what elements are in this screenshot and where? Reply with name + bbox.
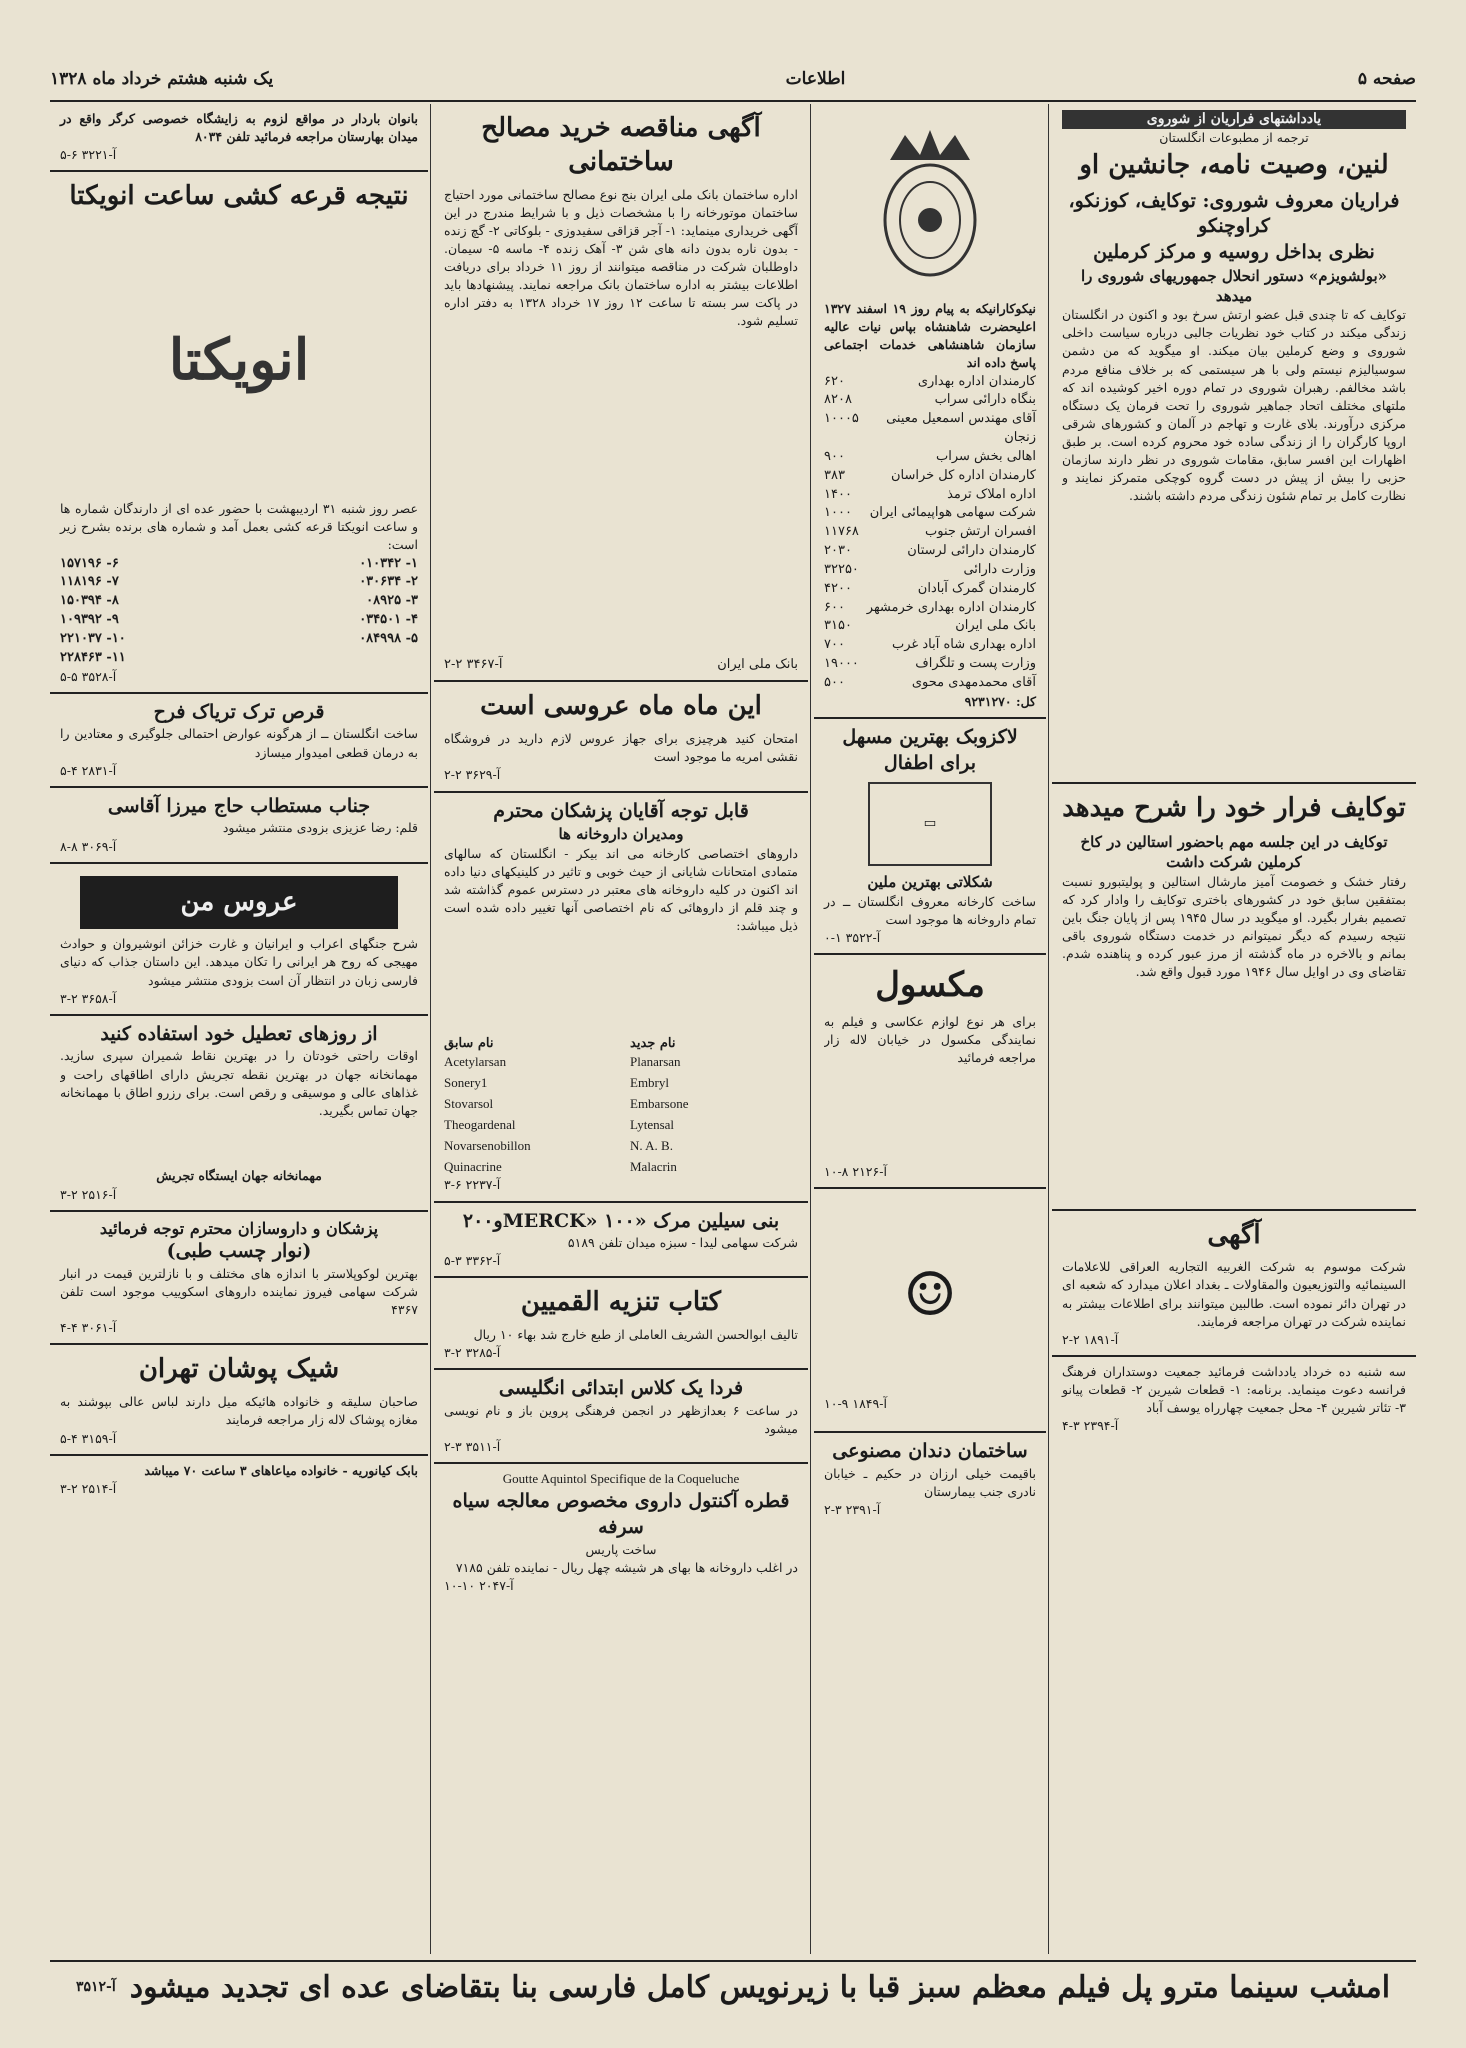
donor-amount: ۲۰۳۰ <box>824 543 852 559</box>
article-kicker: یادداشتهای فراریان از شوروی <box>1062 110 1406 129</box>
ad-code: آ-۳۵۲۸ ۵-۵ <box>60 668 117 684</box>
ad-body: بانوان باردار در مواقع لزوم به زایشگاه خصوصی کرگر واقع در میدان بهارستان مراجعه فرمائید تلفن ۸۰۳۴ <box>60 111 418 145</box>
ad-title: نتیجه قرعه کشی ساعت انویکتا <box>69 181 409 212</box>
drug-old-name: Novarsenobillon <box>444 1137 531 1153</box>
ad-code: آ-۳۳۶۲ ۳-۵ <box>444 1253 501 1269</box>
donor-name: کارمندان دارائی لرستان <box>907 543 1036 559</box>
watch-illustration <box>60 220 418 500</box>
ad-body: بهترین لوکوپلاستر با اندازه های مختلف و با نازلترین قیمت در انبار شرکت سهامی فیروز نماینده داروهای اسکوییب موجود است تلفن ۴۳۶۷ <box>60 1265 418 1318</box>
ad-title: شیک پوشان تهران <box>138 1354 340 1385</box>
watch-brand: انویکتا <box>168 326 310 393</box>
lottery-number: ۱- ۰۱۰۳۴۲ <box>359 555 418 571</box>
ad-title: از روزهای تعطیل خود استفاده کنید <box>100 1022 378 1045</box>
issue-date: یک شنبه هشتم خرداد ماه ۱۳۲۸ <box>50 69 274 89</box>
lottery-number: ۷- ۱۱۸۱۹۶ <box>60 574 119 590</box>
column-4 <box>50 104 428 1954</box>
article-subkicker: ترجمه از مطبوعات انگلستان <box>1159 129 1309 145</box>
drug-old-name: Quinacrine <box>444 1158 502 1174</box>
donor-name: کارمندان اداره کل خراسان <box>890 467 1036 483</box>
article-headline: لنین، وصیت نامه، جانشین او <box>1079 150 1389 181</box>
lottery-number: ۴- ۰۳۴۵۰۱ <box>359 612 418 628</box>
article-body: رفتار خشک و خصومت آمیز مارشال استالین و پولیتبورو نسبت بمتفقین سابق خود در کشورهای باختری توکایف را وادار کرد که تصمیم بفرار بگیرد. او میگوید در سال ۱۹۴۵ پس از پایان جنگ باین نتیجه رسیدم که دیگر نمیتوانم در خدمت دستگاه شوروی باقی بمانم و بالاخره در ماه گذشته از مرز عبور کرده و پناهنده شدم. تقاضای وی در اوایل سال ۱۹۴۶ مورد قبول واقع شد. <box>1062 873 1406 980</box>
donor-row <box>824 561 1036 580</box>
donor-amount: ۳۲۲۵۰ <box>824 561 859 577</box>
lottery-row <box>60 630 418 649</box>
ad-signature: مهمانخانه جهان ایستگاه تجریش <box>156 1168 322 1184</box>
lottery-row <box>60 555 418 574</box>
donor-name: بانک ملی ایران <box>955 618 1036 634</box>
ad-tender <box>434 104 808 682</box>
banner-text: امشب سینما مترو پل فیلم معظم سبز قبا با زیرنویس کامل فارسی بنا بتقاضای عده ای تجدید میشود <box>129 1969 1391 2005</box>
drug-new-name: Embarsone <box>630 1096 689 1112</box>
ad-body: شرکت سهامی لیدا - سبزه میدان تلفن ۵۱۸۹ <box>567 1235 798 1251</box>
ad-body: برای هر نوع لوازم عکاسی و فیلم به نمایندگی مکسول در خیابان لاله زار مراجعه فرمائید <box>824 1014 1036 1066</box>
ad-illustrated <box>814 1189 1046 1433</box>
column-rule <box>810 104 811 1954</box>
ad-code: آ-۳۲۸۵ ۲-۳ <box>444 1345 501 1361</box>
donor-name: وزارت دارائی <box>963 561 1036 577</box>
ad-title: لاکزوبک بهترین مسهل برای اطفال <box>842 725 1018 774</box>
column-1 <box>1052 104 1416 1954</box>
list-title: نیکوکارانیکه به پیام روز ۱۹ اسفند ۱۳۲۷ اعلیحضرت شاهنشاه بپاس نیات عالیه سازمان شاهنشاهی خدمات اجتماعی پاسخ داده اند <box>824 301 1037 371</box>
ad-pharmacy <box>434 793 808 1203</box>
lottery-number: ۳- ۰۸۹۲۵ <box>366 593 418 609</box>
donor-row <box>824 410 1036 448</box>
ad-title: مکسول <box>875 964 985 1005</box>
ad-code: آ-۳۵۱۱ ۳-۲ <box>444 1439 501 1455</box>
ad-laxobec <box>814 719 1046 955</box>
ad-vacation <box>50 1016 428 1212</box>
banner-code: آ-۳۵۱۲ <box>75 1979 116 1995</box>
ad-code: آ-۳۲۲۱ ۶-۵ <box>60 147 117 163</box>
ad-title: آگهی <box>1207 1219 1261 1250</box>
lottery-number: ۹- ۱۰۹۳۹۲ <box>60 612 119 628</box>
article-defectors <box>1052 104 1416 784</box>
ad-mirza <box>50 788 428 864</box>
donor-name: شرکت سهامی هواپیمائی ایران <box>869 505 1036 521</box>
ad-body: داروهای اختصاصی کارخانه می اند بیکر - انگلستان که سالهای متمادی امتحانات شایانی از حیث خوبی و تاثیر در کلینیکهای دنیا داده اند اکنون در کلیه داروخانه های معتبر در دسترس عموم گذاشته شد و چند قلم از داروهائی که نام اختصاصی آنها تغییر داده شده است ذیل میباشد: <box>444 845 798 933</box>
drug-table <box>444 1035 798 1054</box>
donor-row <box>824 504 1036 523</box>
donor-amount: ۷۰۰ <box>824 637 845 653</box>
ad-goutte <box>434 1464 808 1601</box>
donor-amount: ۵۰۰ <box>824 675 845 690</box>
ad-code: آ-۲۵۱۶ ۲-۳ <box>60 1186 117 1202</box>
ad-body: ساخت انگلستان ــ از هرگونه عوارض احتمالی جلوگیری و معتادین را به درمان قطعی امیدوار میسازد <box>60 726 418 760</box>
ad-title: قابل توجه آقایان پزشکان محترم <box>493 799 749 822</box>
ad-title: پزشکان و داروسازان محترم توجه فرمائید <box>99 1218 379 1238</box>
donor-amount: ۶۲۰ <box>824 373 845 389</box>
donor-amount: ۳۱۵۰ <box>824 618 852 634</box>
drug-new-name: Lytensal <box>630 1116 675 1132</box>
column-rule <box>1048 104 1049 1954</box>
drug-new-name: Malacrin <box>630 1158 677 1174</box>
donor-row <box>824 391 1036 410</box>
ad-code: آ-۲۰۴۷ ۱۰-۱۰ <box>444 1577 514 1593</box>
donor-row <box>824 523 1036 542</box>
ad-maternity <box>50 104 428 172</box>
ad-body: امتحان کنید هرچیزی برای جهاز عروس لازم دارید در فروشگاه نقشی امریه ما موجود است <box>444 731 798 765</box>
ad-dentist <box>814 1433 1046 1525</box>
donor-row <box>824 674 1036 693</box>
donor-row <box>824 486 1036 505</box>
article-headline-2: فراریان معروف شوروی: توکایف، کوزنکو، کراوچنکو <box>1068 189 1400 238</box>
article-subheadline: توکایف در این جلسه مهم باحضور استالین در کاخ کرملین شرکت داشت <box>1080 833 1388 872</box>
donor-row <box>824 448 1036 467</box>
article-tokaev <box>1052 784 1416 1210</box>
donor-name: آقای محمدمهدی محوی <box>911 675 1036 690</box>
ad-signature: بانک ملی ایران <box>717 656 798 672</box>
ad-code: آ-۲۱۲۶ ۸-۱۰ <box>824 1164 887 1180</box>
donor-name: بنگاه دارائی سراب <box>934 392 1036 408</box>
event-code: آ-۲۳۹۴ ۳-۴ <box>1062 1418 1119 1434</box>
ad-subtitle: ومدیران داروخانه ها <box>558 825 684 844</box>
column-3 <box>434 104 808 1954</box>
donor-amount: ۱۰۰۰ <box>824 505 852 521</box>
portrait-illustration-icon: ☺ <box>903 1259 957 1330</box>
donor-name: کارمندان اداره بهداری <box>917 373 1036 389</box>
ad-body: ساخت کارخانه معروف انگلستان ــ در تمام داروخانه ها موجود است <box>824 893 1036 927</box>
page-header <box>50 58 1416 102</box>
ad-subtitle: ساخت پاریس <box>585 1541 657 1557</box>
column-rule <box>430 104 431 1954</box>
ad-body: شرکت موسوم به شرکت الغربیه التجاریه العراقی للاعلامات السینمائیه والتوزیعیون والمقاولات ـ بغداد اعلان میدارد که شعبه ای در تهران دائر نموده است. طالبین میتوانند برای اطلاعات بیشتر به نماینده شرکت در تهران مراجعه فرمایند. <box>1062 1259 1406 1329</box>
article-body: توکایف که تا چندی قبل عضو ارتش سرخ بود و اکنون در انگلستان زندگی میکند در کتاب خود نظریات جالبی درباره سیاست داخلی شوروی و وضع کرملین بیان میکند. او میگوید که من دشمن سوسیالیزم نیستم ولی با هر سیستمی که بر خلاف منافع مردم باشد مخالفم. رهبران شوروی در تمام دوره اخیر کوشیده اند که ملتهای مختلف اتحاد جماهیر شوروی را تحت فرمان یک دستگاه مرکزی درآورند. بلای غارت و تهاجم در آلمان و کشورهای شرقی اروپا کارگران را از زندگی ساده خود محروم کرده است. بر طبق اظهارات این افسر سابق، مقامات شوروی در نظر دارند سازمان حزبی را بیش از پیش در دست گروه کوچکی متمرکز نمایند و نظارت کامل بر تمام شئون زندگی مردم داشته باشند. <box>1062 307 1406 504</box>
donor-total: کل: ۹۲۳۱۲۷۰ <box>964 693 1036 709</box>
donor-row <box>824 617 1036 636</box>
ad-title: آگهی مناقصه خرید مصالح ساختمانی <box>481 113 761 177</box>
event-body: سه شنبه ده خرداد یادداشت فرمائید جمعیت دوستداران فرهنگ فرانسه دعوت مینماید. برنامه: ۱- قطعات شیرین ۲- قطعات پیانو ۳- تئاتر شیرین ۴- محل جمعیت چهارراه یوسف آباد <box>1062 1363 1406 1416</box>
ad-title: قطره آکنتول داروی مخصوص معالجه سیاه سرفه <box>452 1490 790 1538</box>
article-headline: توکایف فرار خود را شرح میدهد <box>1062 793 1406 824</box>
ad-opium-pill <box>50 694 428 788</box>
donor-name: کارمندان اداره بهداری خرمشهر <box>866 599 1036 615</box>
drug-new-name: N. A. B. <box>630 1137 673 1153</box>
drug-new-name: Planarsan <box>630 1054 681 1070</box>
drug-new-header: نام جدید <box>630 1035 676 1051</box>
ad-code: آ-۳۰۶۹ ۸-۸ <box>60 838 117 854</box>
donor-amount: ۱۱۷۶۸ <box>824 524 859 540</box>
donor-row <box>824 467 1036 486</box>
lottery-number: ۱۱- ۲۲۸۴۶۳ <box>60 649 126 665</box>
donor-name: وزارت پست و تلگراف <box>915 656 1036 672</box>
ad-title: جناب مستطاب حاج میرزا آقاسی <box>107 794 371 817</box>
column-2 <box>814 104 1046 1954</box>
lottery-numbers <box>60 555 418 668</box>
ad-maxol <box>814 955 1046 1189</box>
donor-name: اهالی بخش سراب <box>936 448 1036 464</box>
ad-body: عصر روز شنبه ۳۱ اردیبهشت با حضور عده ای از دارندگان شماره ها و ساعت انویکتا قرعه کشی بعمل آمد و شماره های برنده بشرح زیر است: <box>60 501 418 553</box>
ad-code: آ-۳۴۶۷ ۲-۲ <box>444 656 503 672</box>
donor-row <box>824 580 1036 599</box>
donor-amount: ۹۰۰ <box>824 448 845 464</box>
ad-title-french: Goutte Aquintol Specifique de la Coqueluche <box>502 1471 740 1487</box>
donor-name: آقای مهندس اسمعیل معینی زنجان <box>886 411 1036 446</box>
donor-name: اداره بهداری شاه آباد غرب <box>892 637 1036 653</box>
ad-english-class <box>434 1370 808 1464</box>
ad-subtitle: (نوار چسب طبی) <box>166 1240 312 1263</box>
ad-notice <box>1052 1211 1416 1357</box>
donor-name: کارمندان گمرک آبادان <box>917 580 1036 596</box>
ad-body: صاحبان سلیقه و خانواده هائیکه میل دارند لباس عالی بپوشند به مغازه پوشاک لاله زار مراجعه فرمایند <box>60 1394 418 1428</box>
newspaper-name: اطلاعات <box>785 69 846 89</box>
ad-code: آ-۳۶۲۹ ۲-۲ <box>444 767 501 783</box>
drug-old-name: Stovarsol <box>444 1096 494 1112</box>
donor-amount: ۴۲۰۰ <box>824 580 852 596</box>
donor-row <box>824 636 1036 655</box>
emblem-graphic <box>824 110 1036 300</box>
drug-old-name: Acetylarsan <box>444 1054 507 1070</box>
ad-body: باقیمت خیلی ارزان در حکیم ـ خیابان نادری جنب بیمارستان <box>824 1465 1036 1499</box>
lottery-row <box>60 573 418 592</box>
donor-row <box>824 655 1036 674</box>
ad-arus <box>50 864 428 1016</box>
lottery-number: ۸- ۱۵۰۳۹۴ <box>60 593 119 609</box>
ad-body: بابک کیانوریه - خانواده میاعاهای ۳ ساعت ۷۰ میباشد <box>144 1462 418 1478</box>
donor-amount: ۱۰۰۰۵ <box>824 411 859 427</box>
cinema-banner <box>50 1960 1416 2012</box>
ad-wedding <box>434 682 808 792</box>
ad-code: آ-۲۵۱۴ ۲-۳ <box>60 1480 117 1496</box>
ad-code: آ-۲۲۳۷ ۶-۳ <box>444 1177 501 1193</box>
ad-body: اداره ساختمان بانک ملی ایران بنج نوع مصالح ساختمانی مورد احتیاج ساختمان موتورخانه را با مشخصات ذیل و با شرایط مندرج در این آگهی خریداری مینماید: ۱- آجر قزاقی سفیدوزی - بلوکاتی ۲- گچ زنده - بدون ناره بدون دانه های شن ۳- آهک زنده ۴- ماسه ۵- سیمان. داوطلبان شرکت در مناقصه میتوانند از روز ۱۱ خرداد برای دریافت اطلاعات بیشتر به اداره ساختمان بانک مراجعه نمایند. پیشنهادها باید در پاکت سر بسته تا ساعت ۱۲ روز ۱۷ خرداد ۱۳۲۸ به دفتر اداره تسلیم شود. <box>444 186 798 329</box>
ad-medical-tape <box>50 1212 428 1346</box>
lottery-row <box>60 649 418 668</box>
ad-code: آ-۲۸۳۱ ۴-۵ <box>60 762 117 778</box>
drug-old-name: Theogardenal <box>444 1116 516 1132</box>
ad-title: عروس من <box>80 876 398 930</box>
donor-row <box>824 373 1036 392</box>
ad-invicta <box>50 172 428 693</box>
ad-merck <box>434 1203 808 1279</box>
drug-old-name: Sonery1 <box>444 1075 488 1091</box>
ad-code: آ-۲۳۹۱ ۳-۲ <box>824 1502 881 1518</box>
ad-code: آ-۳۱۵۹ ۴-۵ <box>60 1430 117 1446</box>
ad-body: در اغلب داروخانه ها بهای هر شیشه چهل ریال - نماینده تلفن ۷۱۸۵ <box>455 1559 798 1575</box>
ad-body: در ساعت ۶ بعدازظهر در انجمن فرهنگی پروین باز و نام نویسی میشود <box>444 1403 798 1437</box>
ad-title: این ماه ماه عروسی است <box>480 691 762 722</box>
ad-title: ساختمان دندان مصنوعی <box>832 1440 1028 1463</box>
donor-name: اداره املاک ترمذ <box>947 486 1036 502</box>
product-box-icon: ▭ <box>868 782 992 866</box>
donor-row <box>824 599 1036 618</box>
donor-list <box>824 373 1036 693</box>
article-headline-3: نظری بداخل روسیه و مرکز کرملین <box>1093 241 1375 264</box>
lottery-number: ۵- ۰۸۴۹۹۸ <box>359 630 418 646</box>
ad-code: آ-۱۸۴۹ ۹-۱۰ <box>824 1396 887 1412</box>
donor-amount: ۸۲۰۸ <box>824 392 852 408</box>
donor-row <box>824 542 1036 561</box>
donor-amount: ۶۰۰ <box>824 599 845 615</box>
ad-code: آ-۳۵۲۲ ۱-۰ <box>824 929 881 945</box>
article-headline-4: «بولشویزم» دستور انحلال جمهوریهای شوروی را میدهد <box>1080 266 1388 305</box>
lottery-row <box>60 592 418 611</box>
ad-title: قرص ترک تریاک فرح <box>153 700 325 723</box>
ad-code: آ-۳۰۶۱ ۴-۴ <box>60 1320 117 1336</box>
drug-old-header: نام سابق <box>444 1035 494 1051</box>
crown-emblem-icon <box>870 120 990 290</box>
ad-code: آ-۳۶۵۸ ۲-۳ <box>60 990 117 1006</box>
ad-body: اوقات راحتی خودتان را در بهترین نقاط شمیران سپری سازید. مهمانخانه جهان در بهترین نقطه تجریش دارای اطاقهای راحت و غذاهای عالی و موسیقی و رقص است. برای رزرو اطاق با مهمانخانه جهان تماس بگیرید. <box>60 1048 418 1118</box>
ad-title: فردا یک کلاس ابتدائی انگلیسی <box>498 1377 744 1400</box>
ad-body: شرح جنگهای اعراب و ایرانیان و غارت خزائن انوشیروان و حوادث مهیجی که روح هر ایرانی را تکان میدهد. این داستان جذاب که دنیای فارسی زبان در انتظار آن است بزودی منتشر میشود <box>60 936 418 988</box>
lottery-number: ۱۰- ۲۲۱۰۳۷ <box>60 630 126 646</box>
donor-amount: ۱۴۰۰ <box>824 486 852 502</box>
ad-cultural-event <box>1052 1357 1416 1442</box>
ad-shik <box>50 1345 428 1455</box>
ad-body: قلم: رضا عزیزی بزودی منتشر میشود <box>222 820 418 836</box>
donor-amount: ۳۸۳ <box>824 467 845 483</box>
drug-new-name: Embryl <box>630 1075 669 1091</box>
ad-body: تالیف ابوالحسن الشریف العاملی از طبع خارج شد بهاء ۱۰ ریال <box>473 1327 798 1343</box>
ad-bottom-notice <box>50 1456 428 1504</box>
lottery-number: ۶- ۱۵۷۱۹۶ <box>60 555 119 571</box>
lottery-number: ۲- ۰۳۰۶۳۴ <box>359 574 418 590</box>
ad-subtitle: شکلاتی بهترین ملین <box>867 873 993 892</box>
donor-name: افسران ارتش جنوب <box>924 524 1036 540</box>
ad-book <box>434 1278 808 1370</box>
ad-title: بنی سیلین مرک «MERCK» ۱۰۰و۲۰۰ <box>462 1209 780 1232</box>
lottery-row <box>60 611 418 630</box>
donor-amount: ۱۹۰۰۰ <box>824 656 859 672</box>
page-number: صفحه ۵ <box>1357 69 1416 89</box>
donors-list <box>814 104 1046 719</box>
ad-code: آ-۱۸۹۱ ۲-۲ <box>1062 1331 1119 1347</box>
drug-rows <box>444 1053 798 1176</box>
ad-title: کتاب تنزیه القمیین <box>520 1287 722 1318</box>
